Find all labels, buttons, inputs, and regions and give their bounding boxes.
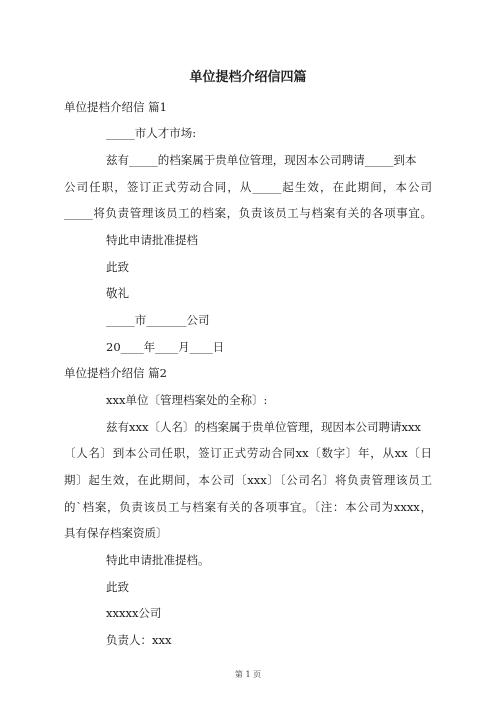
- section-2-addressee: xxx单位〔管理档案处的全称〕:: [106, 393, 268, 407]
- section-1-date: 20____年____月____日: [106, 340, 225, 354]
- section-2-request: 特此申请批准提档。: [106, 553, 210, 567]
- section-2-body-line-1: 兹有xxx〔人名〕的档案属于贵单位管理，现因本公司聘请xxx: [106, 420, 421, 434]
- section-1-body-line-3: _____将负责管理该员工的档案，负责该员工与档案有关的各项事宜。: [64, 206, 432, 220]
- section-2-body-line-5: 具有保存档案资质〕: [64, 526, 168, 540]
- section-2-closing: 此致: [106, 580, 129, 594]
- section-1-body-line-2: 公司任职，签订正式劳动合同，从_____起生效，在此期间，本公司: [64, 180, 432, 194]
- section-1-addressee: _____市人才市场:: [106, 126, 197, 140]
- section-1-body-line-1: 兹有_____的档案属于贵单位管理，现因本公司聘请_____到本: [106, 153, 417, 167]
- section-2-body-line-2: 〔人名〕到本公司任职，签订正式劳动合同xx〔数字〕年，从xx〔日: [64, 446, 432, 460]
- section-2-body-line-4: 的`档案，负责该员工与档案有关的各项事宜。〔注：本公司为xxxx，: [64, 500, 432, 514]
- section-2-heading: 单位提档介绍信 篇2: [64, 366, 167, 380]
- section-2-person: 负责人：xxx: [106, 633, 172, 647]
- section-1-closing-2: 敬礼: [106, 286, 129, 300]
- document-title: 单位提档介绍信四篇: [189, 70, 307, 85]
- section-2-body-line-3: 期〕起生效，在此期间，本公司〔xxx〕〔公司名〕将负责管理该员工: [64, 473, 432, 487]
- section-1-request: 特此申请批准提档: [106, 233, 198, 247]
- page-number: 第 1 页: [234, 670, 262, 679]
- section-1-heading: 单位提档介绍信 篇1: [64, 100, 167, 114]
- section-1-signature: _____市_______公司: [106, 313, 210, 327]
- section-2-company: xxxxx公司: [106, 606, 162, 620]
- section-1-closing-1: 此致: [106, 260, 129, 274]
